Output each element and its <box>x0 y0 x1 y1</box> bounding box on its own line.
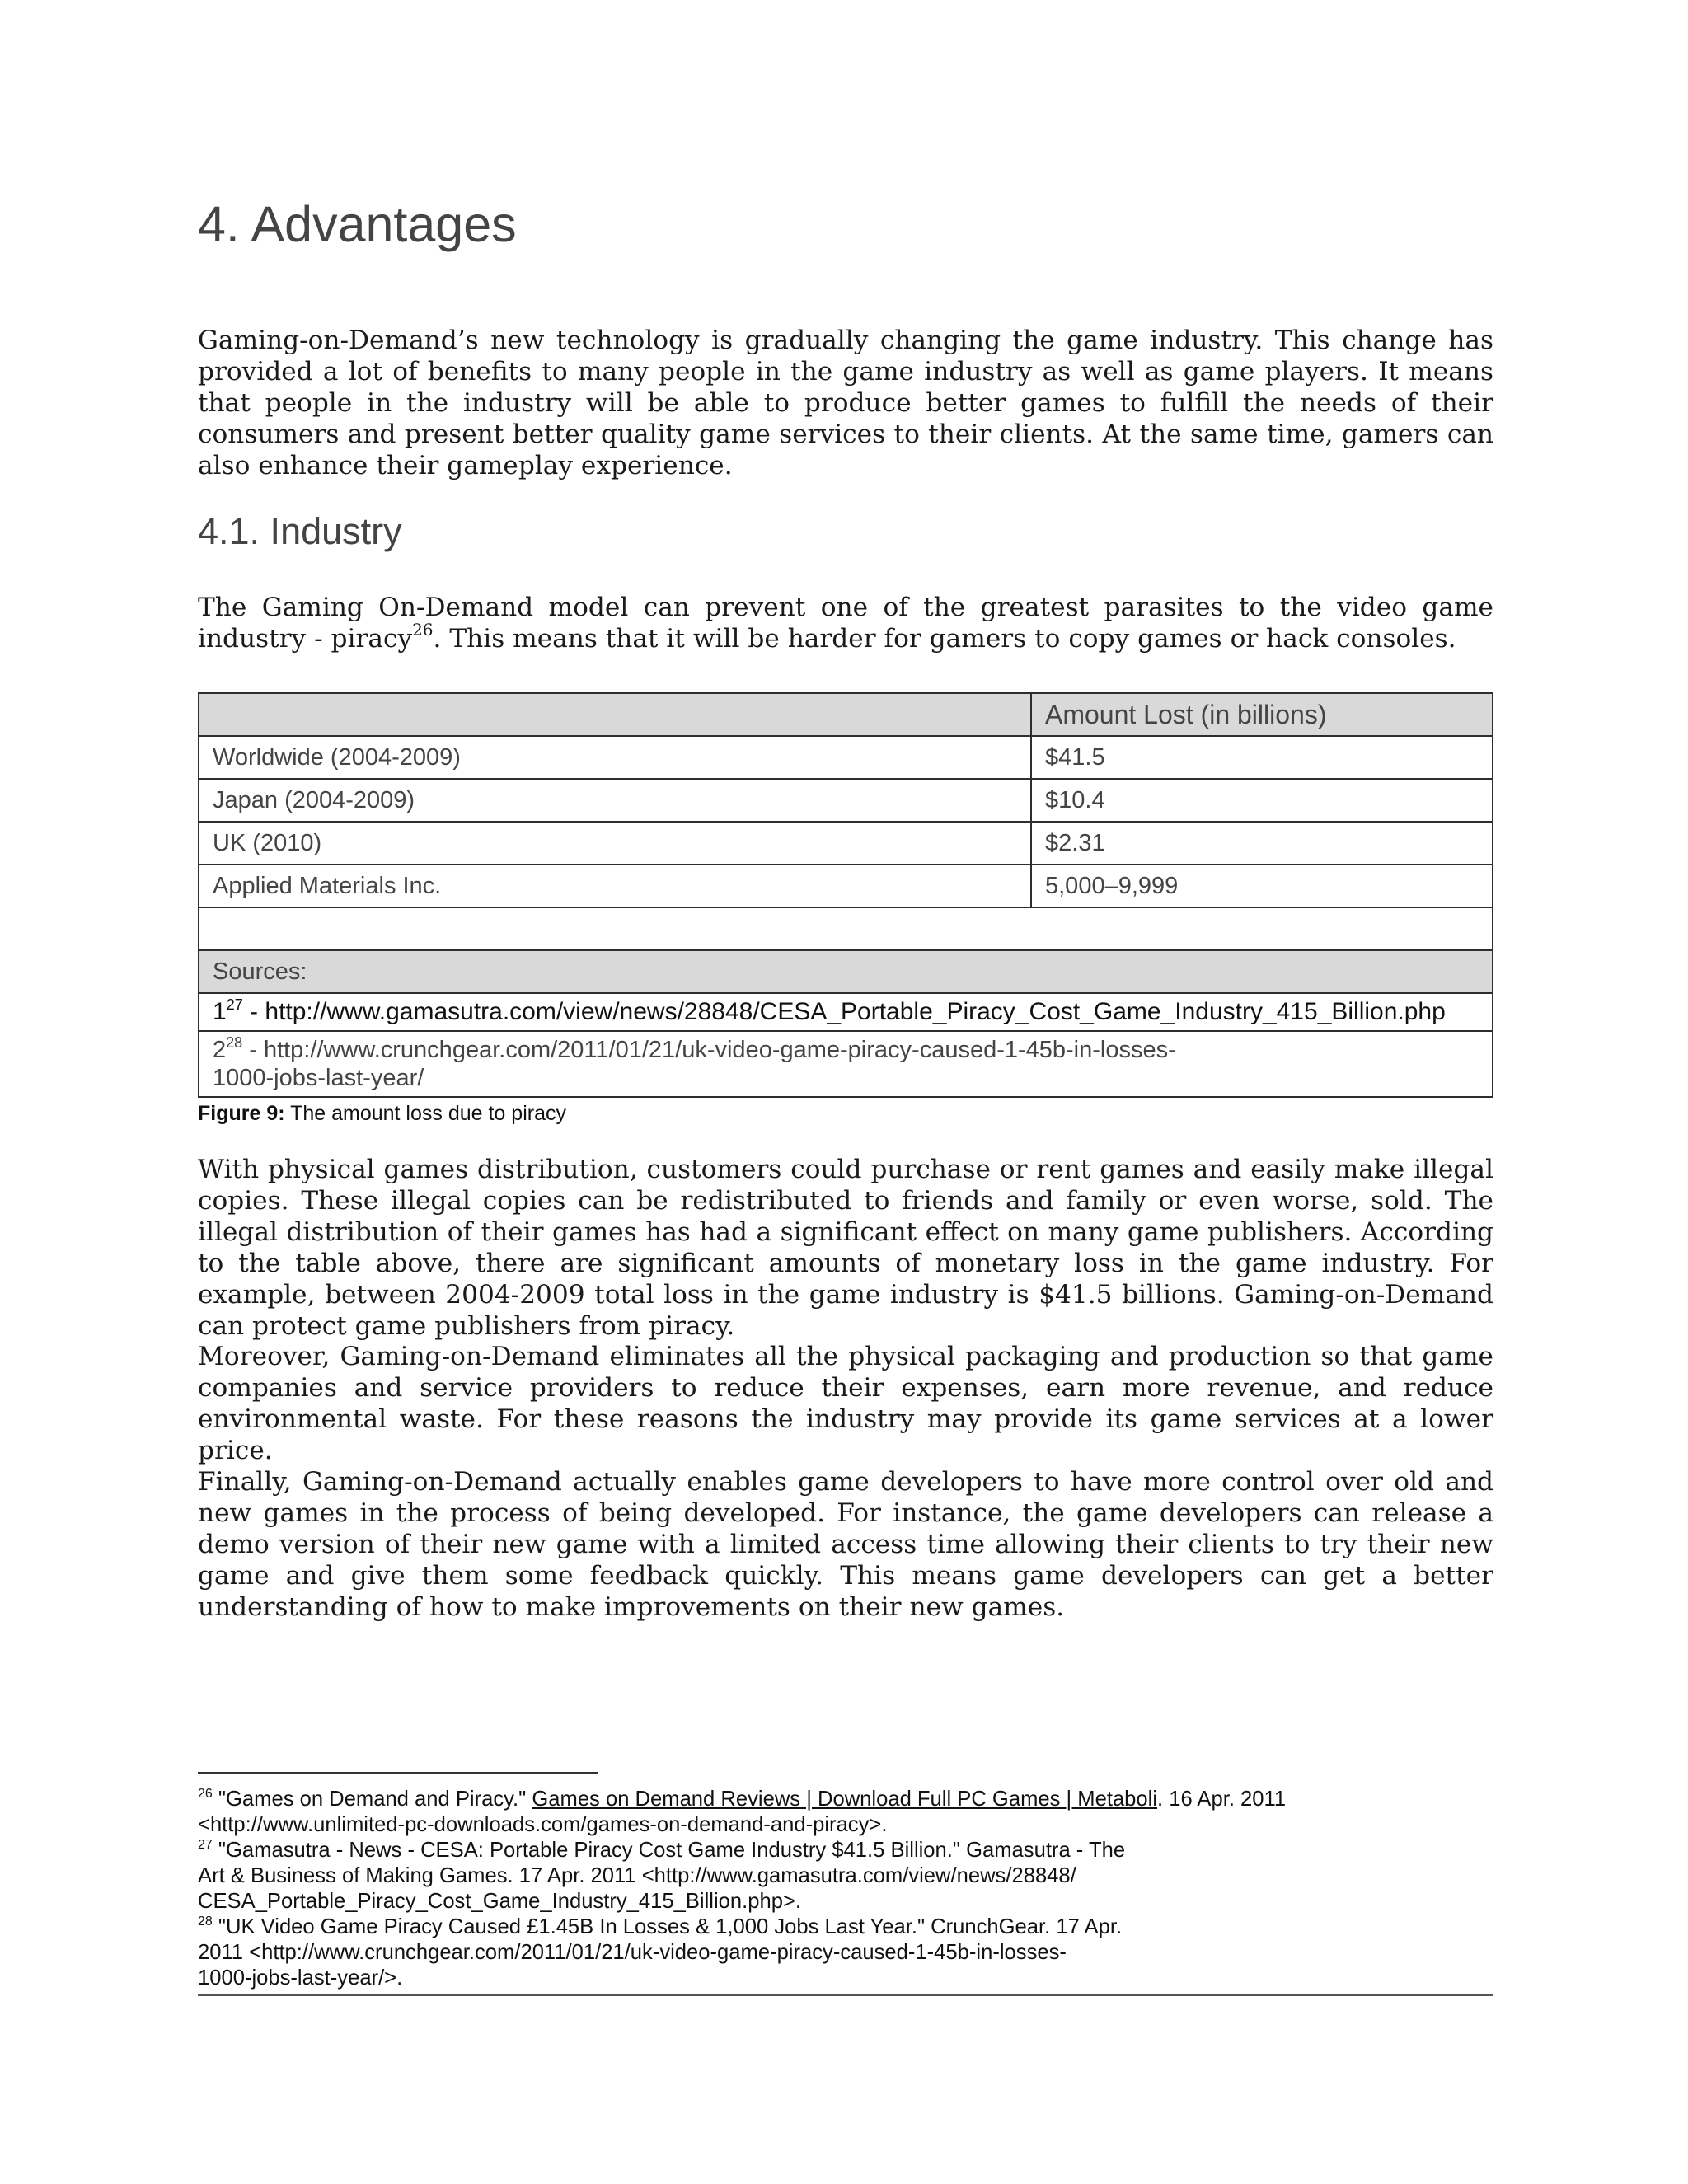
intro-paragraph: Gaming-on-Demand’s new technology is gradually changing the game industry. This change has provided a lot of benefits to many people in the game industry as well as game players. It means that people in the industry will be able to produce better games to fulfill the needs of their consumers and present better quality game services to their clients. At the same time, gamers can also enhance their gameplay experience. <box>198 326 1493 480</box>
source-url-line1: - http://www.crunchgear.com/2011/01/21/uk-video-game-piracy-caused-1-45b-in-losses- <box>242 1037 1176 1063</box>
table-blank-cell <box>199 907 1493 950</box>
table-header-amount: Amount Lost (in billions) <box>1031 693 1493 736</box>
physical-distribution-paragraph: With physical games distribution, customers could purchase or rent games and easily make illegal copies. These illegal copies can be redistributed to friends and family or even worse, sold. The illegal distribution of their games has had a significant effect on many game publishers. According to the table above, there are significant amounts of monetary loss in the game industry. For example, between 2004-2009 total loss in the game industry is $41.5 billions. Gaming-on-Demand can protect game publishers from piracy. <box>198 1155 1493 1341</box>
footnote-26 <box>198 1787 1493 1838</box>
footnote-text: Art & Business of Making Games. 17 Apr. 2011 <http://www.gamasutra.com/view/news/28848/ <box>198 1864 1076 1887</box>
table-sources-label: Sources: <box>199 950 1493 993</box>
footnote-separator <box>198 1772 598 1774</box>
industry-text-end: . This means that it will be harder for gamers to copy games or hack consoles. <box>433 624 1456 654</box>
footnote-text: "Gamasutra - News - CESA: Portable Piracy Cost Game Industry $41.5 Billion." Gamasutra - The <box>212 1839 1126 1862</box>
table-source-cell <box>199 1031 1493 1097</box>
table-cell-region: Worldwide (2004-2009) <box>199 736 1031 779</box>
footnote-text: "Games on Demand and Piracy." <box>212 1788 532 1811</box>
table-source-row <box>199 993 1493 1031</box>
source-url: - http://www.gamasutra.com/view/news/28848/CESA_Portable_Piracy_Cost_Game_Industry_415_Billion.php <box>242 998 1446 1025</box>
table-row <box>199 822 1493 865</box>
footnote-ref-27: 27 <box>226 996 243 1013</box>
footnote-link[interactable]: Games on Demand Reviews | Download Full PC Games | Metaboli <box>532 1788 1158 1811</box>
moreover-finally-block <box>198 1341 1493 1623</box>
table-sources-header-row <box>199 950 1493 993</box>
page-heading: 4. Advantages <box>198 196 517 252</box>
table-cell-amount: $41.5 <box>1031 736 1493 779</box>
finally-paragraph: Finally, Gaming-on-Demand actually enables game developers to have more control over old and new games in the process of being developed. For instance, the game developers can release a demo version of their new game with a limited access time allowing their clients to try their new game and give them some feedback quickly. This means game developers can get a better understanding of how to make improvements on their new games. <box>198 1467 1493 1622</box>
source-number: 1 <box>213 998 227 1025</box>
table-row <box>199 865 1493 907</box>
footnote-27 <box>198 1838 1493 1915</box>
footnote-28 <box>198 1915 1493 1991</box>
footnote-text: 2011 <http://www.crunchgear.com/2011/01/21/uk-video-game-piracy-caused-1-45b-in-losses- <box>198 1941 1067 1964</box>
footnote-number: 28 <box>198 1915 213 1929</box>
table-blank-row <box>199 907 1493 950</box>
figure-label: Figure 9: <box>198 1102 285 1125</box>
industry-text-start: The Gaming On-Demand model can prevent one of the greatest parasites to the video game industry - piracy <box>198 593 1493 654</box>
figure-caption-text: The amount loss due to piracy <box>284 1102 566 1125</box>
table-cell-region: Applied Materials Inc. <box>199 865 1031 907</box>
table-cell-amount: $2.31 <box>1031 822 1493 865</box>
industry-paragraph <box>198 592 1493 654</box>
source-number: 2 <box>213 1037 227 1063</box>
table-row <box>199 779 1493 822</box>
table-source-cell <box>199 993 1493 1031</box>
table-cell-region: Japan (2004-2009) <box>199 779 1031 822</box>
figure-caption <box>198 1102 566 1126</box>
footnote-text: . 16 Apr. 2011 <box>1157 1788 1287 1811</box>
table-row <box>199 736 1493 779</box>
footnote-number: 27 <box>198 1838 213 1852</box>
piracy-loss-table <box>198 692 1493 1098</box>
footnotes-bottom-rule <box>198 1994 1493 1996</box>
section-heading-industry: 4.1. Industry <box>198 510 402 552</box>
footnote-url: <http://www.unlimited-pc-downloads.com/games-on-demand-and-piracy>. <box>198 1813 888 1836</box>
table-header-row <box>199 693 1493 736</box>
table-cell-amount: $10.4 <box>1031 779 1493 822</box>
footnote-text: "UK Video Game Piracy Caused £1.45B In Losses & 1,000 Jobs Last Year." CrunchGear. 17 Apr. <box>212 1915 1123 1938</box>
footnote-url: 1000-jobs-last-year/>. <box>198 1966 403 1990</box>
footnotes <box>198 1787 1493 1991</box>
footnote-number: 26 <box>198 1787 213 1801</box>
footnote-ref-26: 26 <box>412 620 434 640</box>
moreover-paragraph: Moreover, Gaming-on-Demand eliminates all the physical packaging and production so that game companies and service providers to reduce their expenses, earn more revenue, and reduce environmental waste. For these reasons the industry may provide its game services at a lower price. <box>198 1342 1493 1465</box>
table-header-empty <box>199 693 1031 736</box>
source-url-line2: 1000-jobs-last-year/ <box>213 1065 424 1091</box>
table-source-row <box>199 1031 1493 1097</box>
table-cell-amount: 5,000–9,999 <box>1031 865 1493 907</box>
table-cell-region: UK (2010) <box>199 822 1031 865</box>
footnote-url: CESA_Portable_Piracy_Cost_Game_Industry_415_Billion.php>. <box>198 1890 801 1913</box>
footnote-ref-28: 28 <box>226 1034 243 1051</box>
